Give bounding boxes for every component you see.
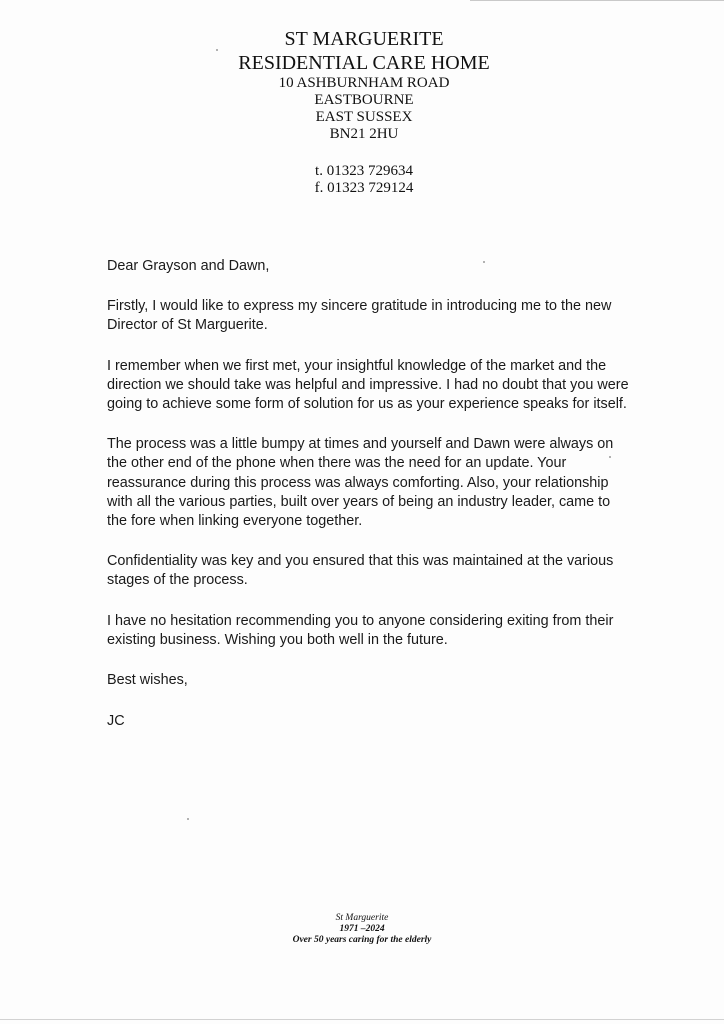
letter-body [107,257,632,752]
paragraph-gratitude: Firstly, I would like to express my sincere gratitude in introducing me to the new Director of St Marguerite. [107,298,612,334]
home-name-line1: ST MARGUERITE [284,28,444,50]
closing: Best wishes, [107,672,188,689]
scan-edge-bottom [0,1019,724,1020]
footer-motto: Over 50 years caring for the elderly [292,935,432,945]
paragraph-recommendation: I have no hesitation recommending you to anyone considering exiting from their existing business. Wishing you both well in the future. [107,612,614,648]
paragraph-confidentiality: Confidentiality was key and you ensured that this was maintained at the various stages of the process. [107,553,614,589]
address-postcode: BN21 2HU [329,126,399,142]
scan-speck [187,818,189,820]
signature: JC [107,713,125,730]
address-street: 10 ASHBURNHAM ROAD [278,75,450,91]
salutation: Dear Grayson and Dawn, [107,258,270,274]
scan-edge-top [470,0,724,1]
letterhead [0,27,724,197]
home-name-line2: RESIDENTIAL CARE HOME [238,52,490,74]
telephone-number: t. 01323 729634 [315,163,413,179]
address-town: EASTBOURNE [314,92,414,108]
paragraph-first-meeting: I remember when we first met, your insightful knowledge of the market and the direction we should take was helpful and impressive. I had no doubt that you were going to achieve some form of solution for us as your experience speaks for itself. [107,357,629,413]
fax-number: f. 01323 729124 [314,180,414,196]
paragraph-process: The process was a little bumpy at times and yourself and Dawn were always on the other end of the phone when there was the need for an update. Your reassurance during this process was always comforting. Also, your relationship with all the various parties, built over years of being an industry leader, came to the fore when linking everyone together. [107,436,614,530]
footer-years: 1971 –2024 [339,924,385,934]
address-county: EAST SUSSEX [315,109,413,125]
footer [272,913,452,946]
footer-name: St Marguerite [335,913,389,923]
